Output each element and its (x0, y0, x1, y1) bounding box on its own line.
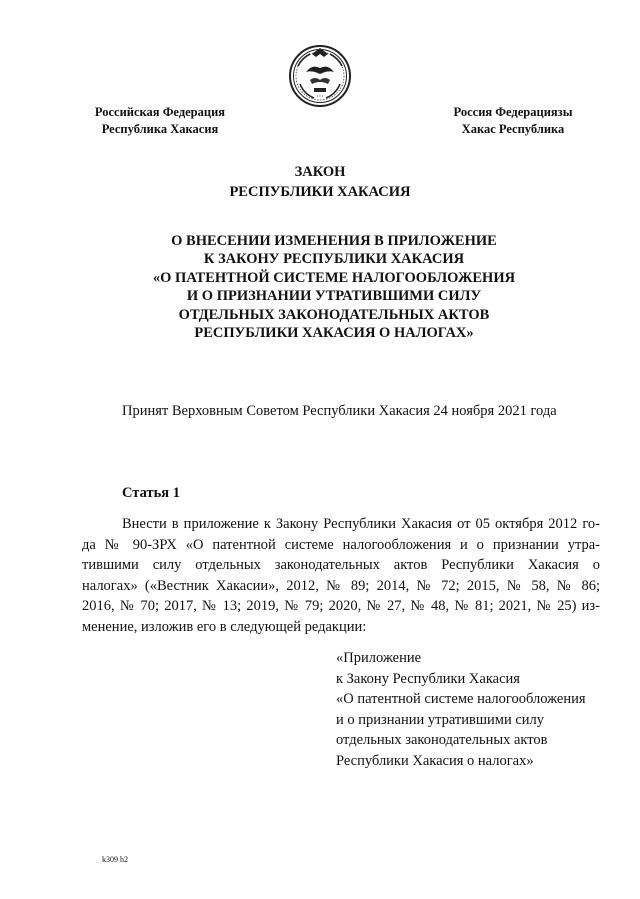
body-line: 2016, № 70; 2017, № 13; 2019, № 79; 2020, № 27, № 48, № 81; 2021, № 25) из- (82, 598, 600, 614)
subject-line: И О ПРИЗНАНИИ УТРАТИВШИМИ СИЛУ (186, 288, 482, 305)
header-right-line: Хакас Республика (461, 122, 565, 136)
article-heading: Статья 1 (122, 485, 180, 501)
subject-line: К ЗАКОНУ РЕСПУБЛИКИ ХАКАСИЯ (203, 251, 465, 268)
appendix-line: и о признании утратившими силу (336, 711, 545, 728)
header-left (80, 104, 240, 138)
subject-line: РЕСПУБЛИКИ ХАКАСИЯ О НАЛОГАХ» (194, 325, 474, 342)
title-line: ЗАКОН (294, 164, 346, 180)
appendix-line: Республики Хакасия о налогах» (336, 752, 534, 769)
appendix-line: отдельных законодательных актов (336, 732, 548, 749)
law-subject (0, 232, 640, 342)
document-title (0, 162, 640, 202)
body-line: тившими силу отдельных законодательных актов Республики Хакасия о (82, 557, 600, 573)
subject-line: «О ПАТЕНТНОЙ СИСТЕМЕ НАЛОГООБЛОЖЕНИЯ (152, 269, 516, 286)
title-line: РЕСПУБЛИКИ ХАКАСИЯ (229, 184, 411, 200)
article-body (82, 514, 600, 637)
body-line: менение, изложив его в следующей редакции: (82, 618, 367, 635)
adoption-statement: Принят Верховным Советом Республики Хакасия 24 ноября 2021 года (122, 403, 557, 419)
body-line: да № 90-ЗРХ «О патентной системе налогообложения и о признании утра- (82, 536, 600, 553)
header-left-line: Республика Хакасия (101, 122, 219, 136)
subject-line: ОТДЕЛЬНЫХ ЗАКОНОДАТЕЛЬНЫХ АКТОВ (178, 306, 490, 323)
appendix-line: «Приложение (336, 650, 422, 666)
header-right (428, 104, 598, 138)
header-right-line: Россия Федерациязы (453, 105, 573, 119)
appendix-line: «О патентной системе налогообложения (336, 691, 586, 708)
appendix-header (336, 648, 586, 772)
body-line: налогах» («Вестник Хакасии», 2012, № 89; 2014, № 72; 2015, № 58, № 86; (82, 577, 600, 594)
footer-code: k309 h2 (102, 855, 128, 864)
svg-text:• • •: • • • (316, 93, 324, 98)
body-line: Внести в приложение к Закону Республики Хакасия от 05 октября 2012 го- (122, 516, 600, 532)
coat-of-arms-emblem (288, 44, 352, 108)
header-left-line: Российская Федерация (94, 105, 226, 119)
subject-line: О ВНЕСЕНИИ ИЗМЕНЕНИЯ В ПРИЛОЖЕНИЕ (171, 233, 497, 249)
appendix-line: к Закону Республики Хакасия (336, 670, 520, 687)
